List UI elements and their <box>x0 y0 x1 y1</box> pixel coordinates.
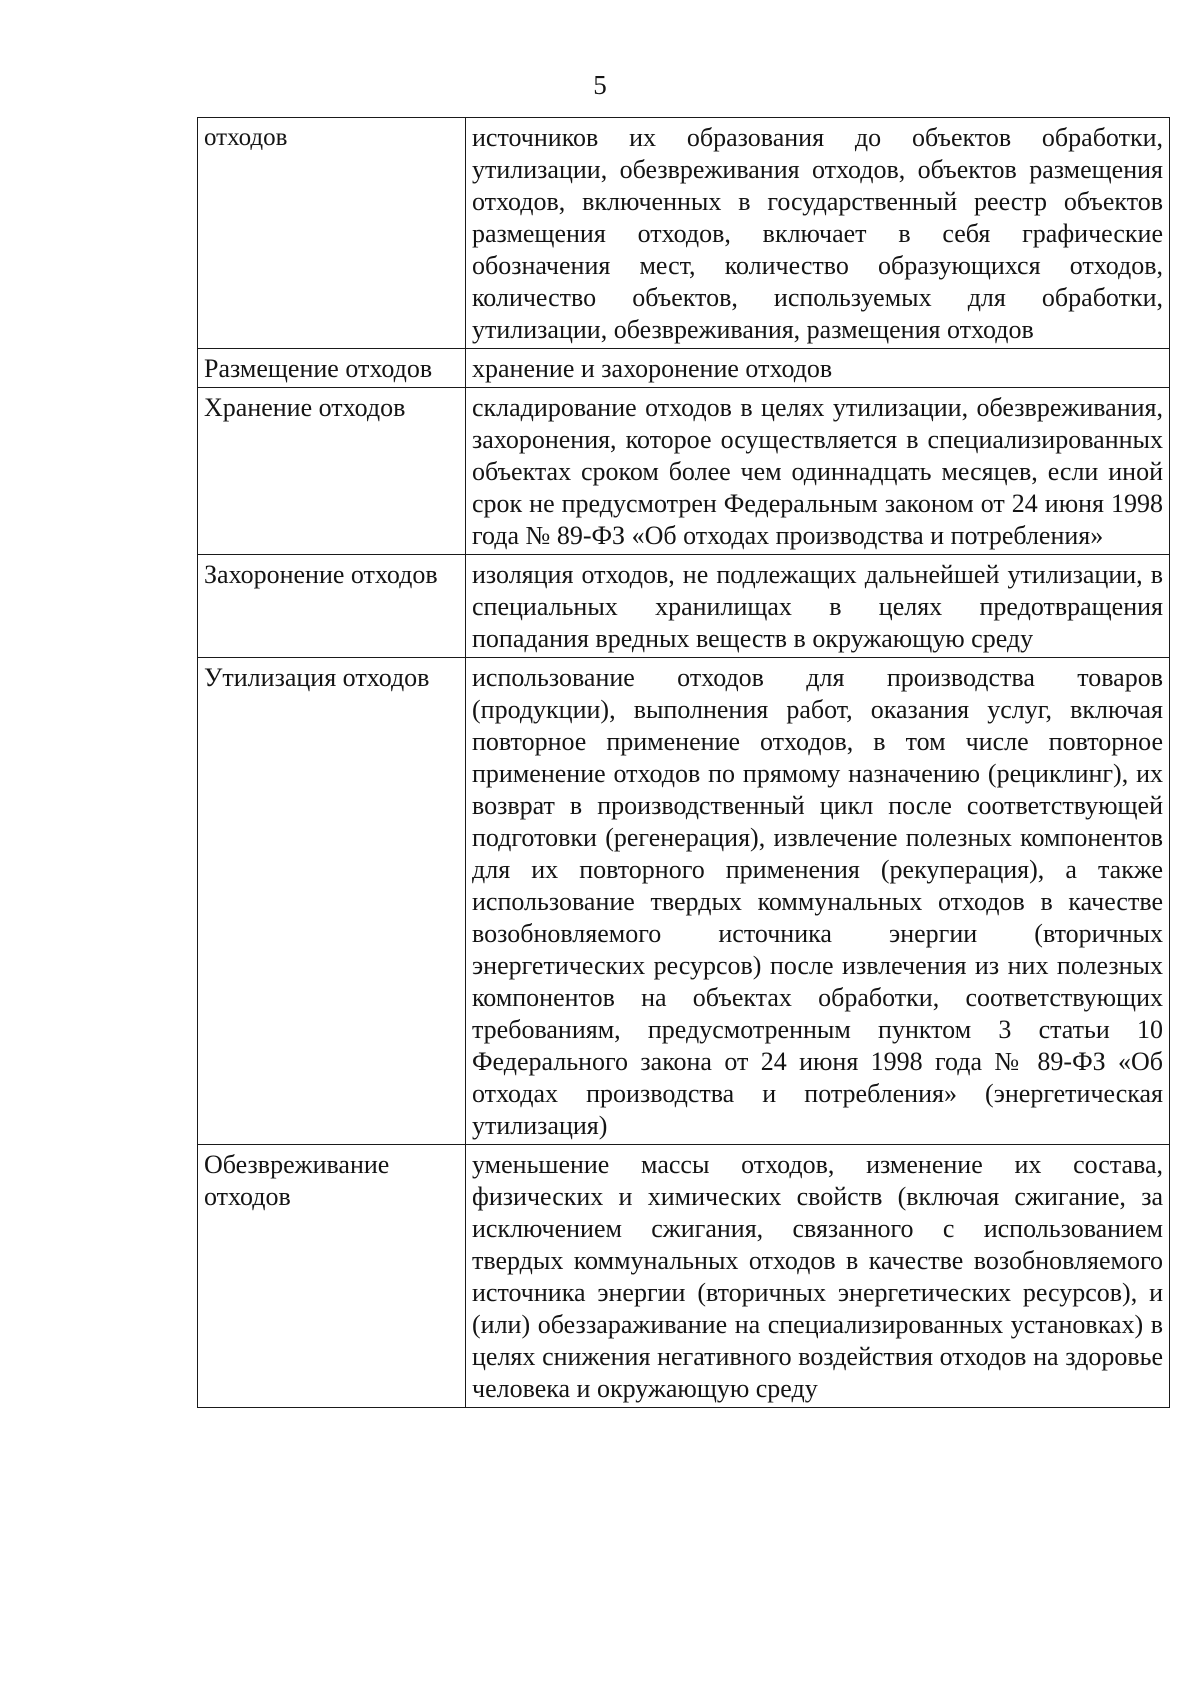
table-row <box>198 118 1170 349</box>
term-cell: Утилизация отходов <box>198 658 466 1145</box>
page-number: 5 <box>593 70 607 100</box>
term-cell: Захоронение отходов <box>198 555 466 658</box>
definition-cell: складирование отходов в целях утилизации, обезвреживания, захоронения, которое осуществляется в специализированных объектах сроком более чем одиннадцать месяцев, если иной срок не предусмотрен Федеральным законом от 24 июня 1998 года № 89-ФЗ «Об отходах производства и потребления» <box>466 388 1170 555</box>
table-row <box>198 658 1170 1145</box>
definition-cell: уменьшение массы отходов, изменение их состава, физических и химических свойств (включая сжигание, за исключением сжигания, связанного с использованием твердых коммунальных отходов в качестве возобновляемого источника энергии (вторичных энергетических ресурсов), и (или) обеззараживание на специализированных установках) в целях снижения негативного воздействия отходов на здоровье человека и окружающую среду <box>466 1145 1170 1408</box>
table-row <box>198 1145 1170 1408</box>
definition-cell: хранение и захоронение отходов <box>466 349 1170 388</box>
terms-table <box>197 117 1170 1408</box>
term-cell: Хранение отходов <box>198 388 466 555</box>
table-row <box>198 388 1170 555</box>
term-cell: отходов <box>198 118 466 349</box>
definition-cell: источников их образования до объектов обработки, утилизации, обезвреживания отходов, объектов размещения отходов, включенных в государственный реестр объектов размещения отходов, включает в себя графические обозначения мест, количество образующихся отходов, количество объектов, используемых для обработки, утилизации, обезвреживания, размещения отходов <box>466 118 1170 349</box>
definition-cell: изоляция отходов, не подлежащих дальнейшей утилизации, в специальных хранилищах в целях предотвращения попадания вредных веществ в окружающую среду <box>466 555 1170 658</box>
table-row <box>198 555 1170 658</box>
term-cell: Обезвреживание отходов <box>198 1145 466 1408</box>
table-row <box>198 349 1170 388</box>
term-cell: Размещение отходов <box>198 349 466 388</box>
definition-cell: использование отходов для производства товаров (продукции), выполнения работ, оказания услуг, включая повторное применение отходов, в том числе повторное применение отходов по прямому назначению (рециклинг), их возврат в производственный цикл после соответствующей подготовки (регенерация), извлечение полезных компонентов для их повторного применения (рекуперация), а также использование твердых коммунальных отходов в качестве возобновляемого источника энергии (вторичных энергетических ресурсов) после извлечения из них полезных компонентов на объектах обработки, соответствующих требованиям, предусмотренным пунктом 3 статьи 10 Федерального закона от 24 июня 1998 года № 89-ФЗ «Об отходах производства и потребления» (энергетическая утилизация) <box>466 658 1170 1145</box>
